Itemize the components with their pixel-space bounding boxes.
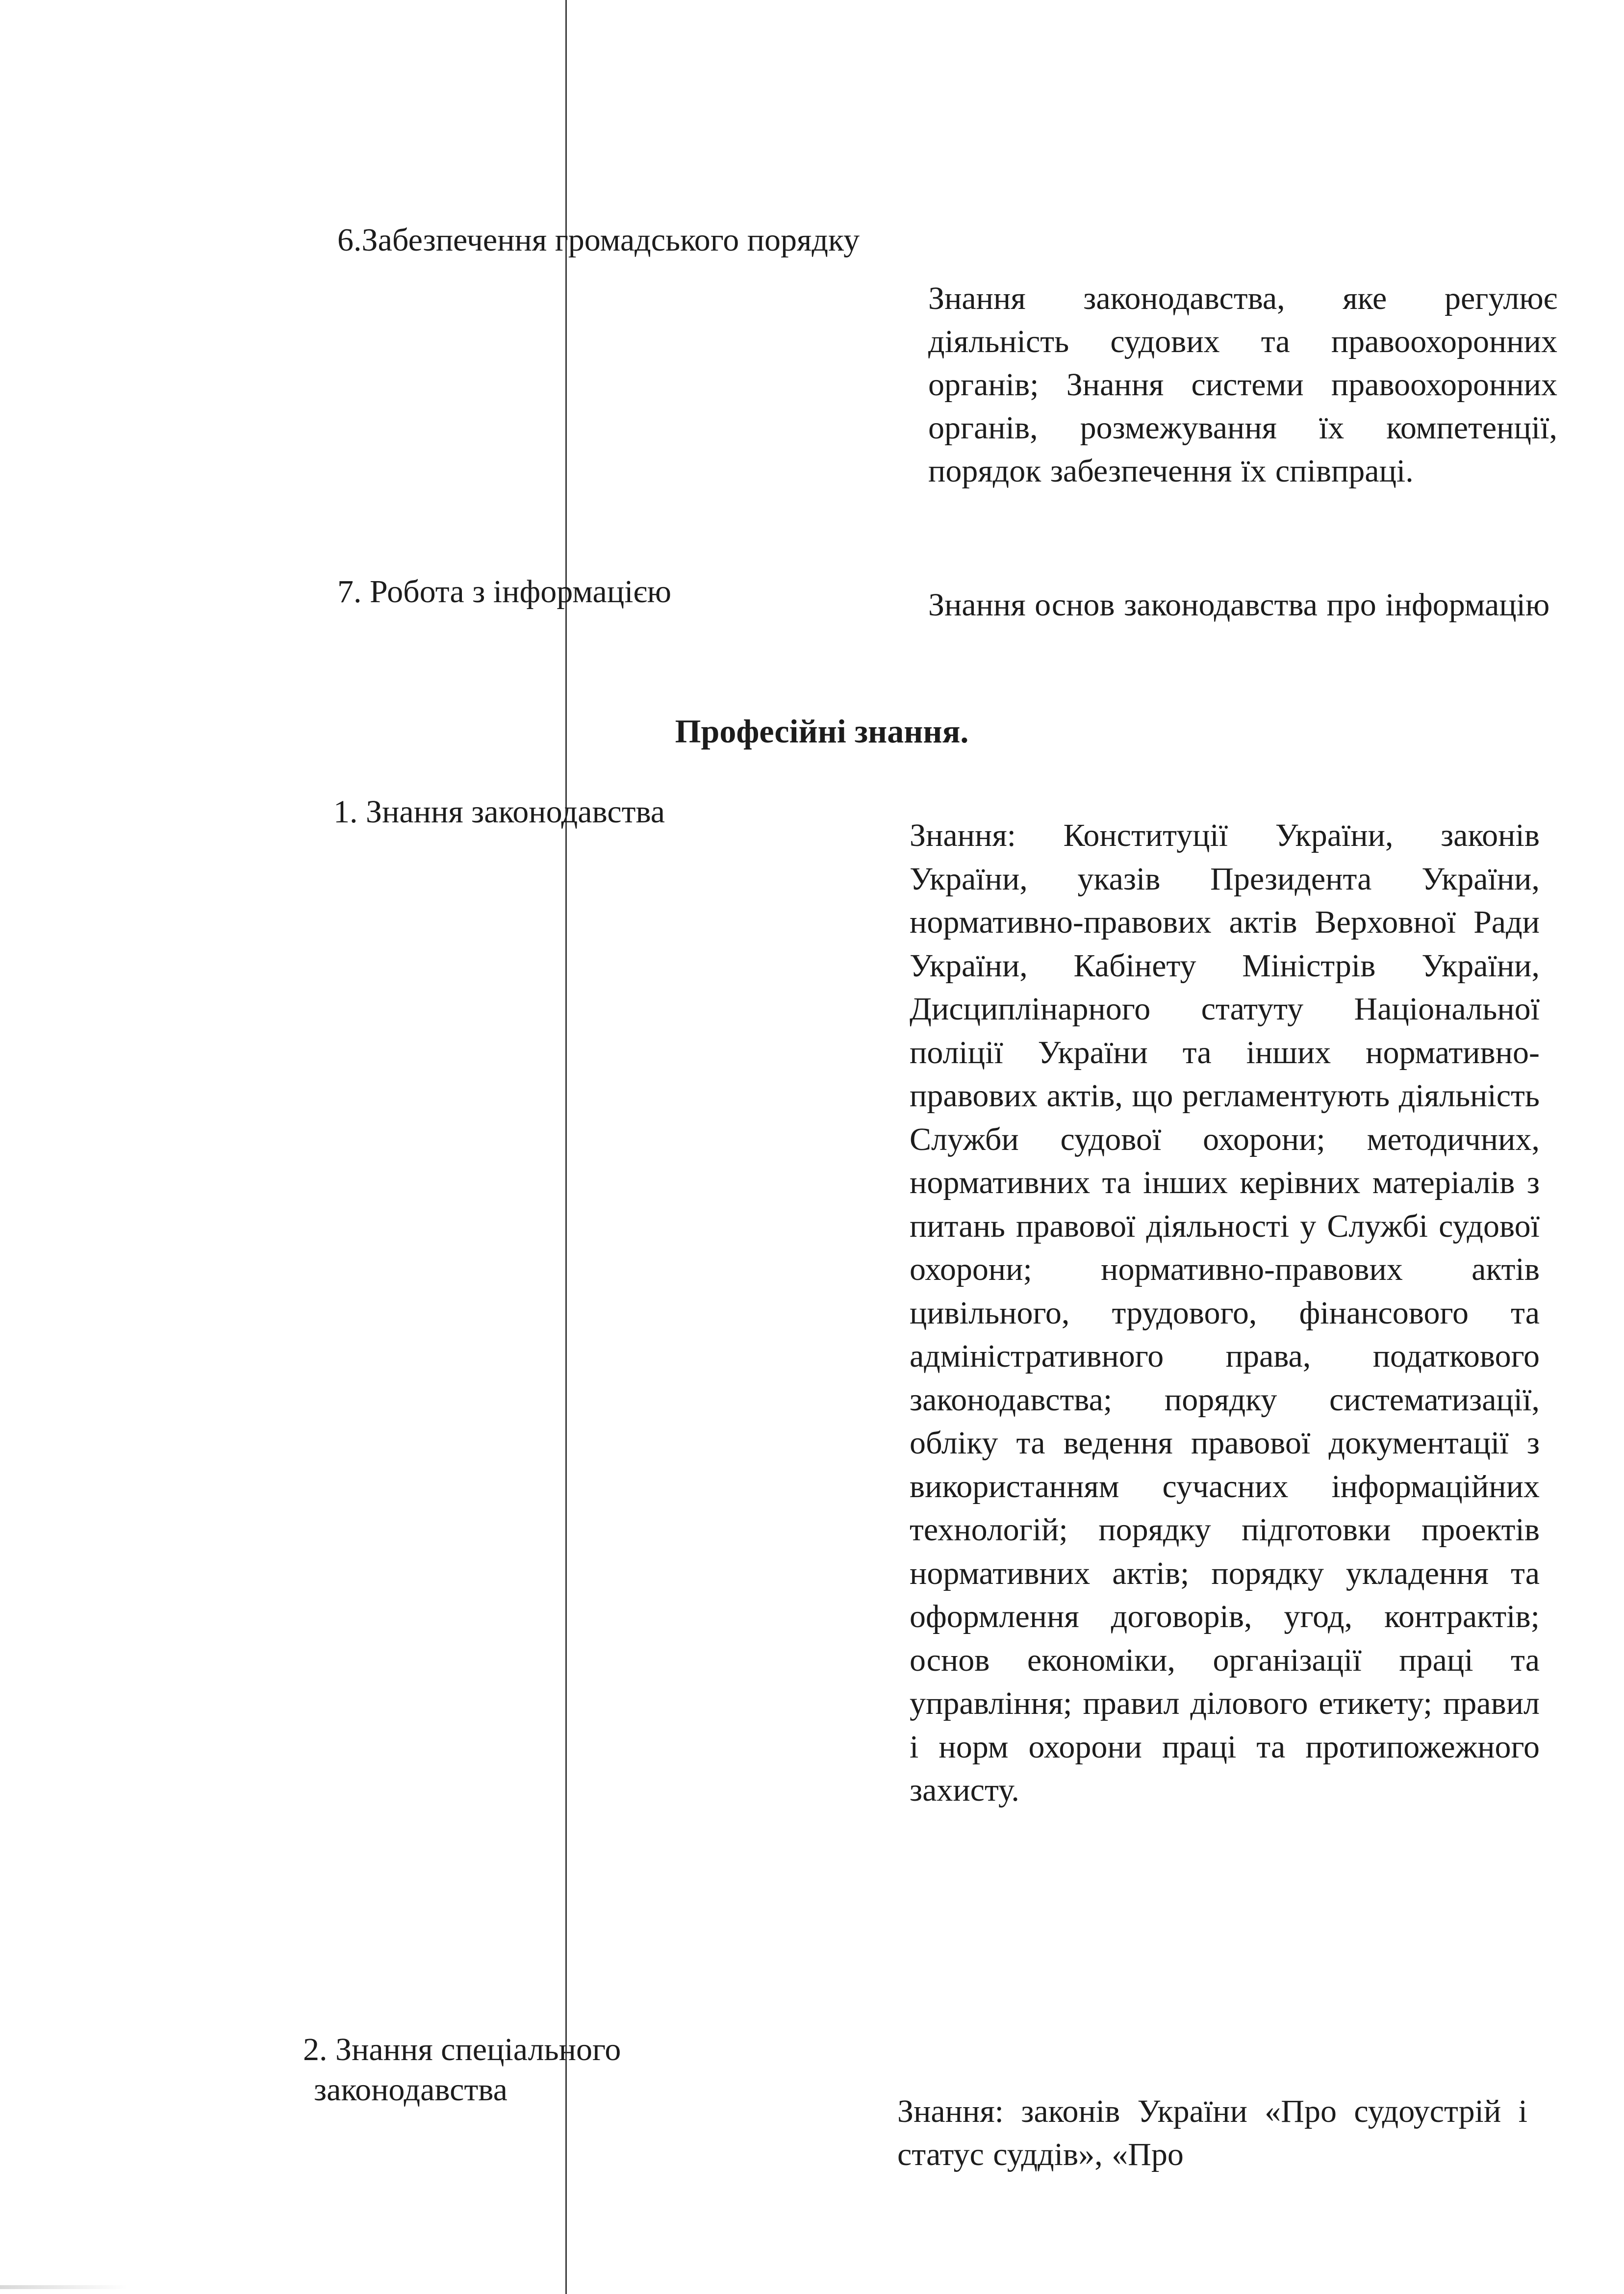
- item-7-label: 7. Робота з інформацією: [337, 574, 672, 610]
- professional-2-description: Знання: законів України «Про судоустрій і статус суддів», «Про: [897, 2093, 1527, 2172]
- professional-1-label: 1. Знання законодавства: [333, 794, 665, 830]
- scan-edge-mark: [0, 2285, 127, 2289]
- professional-2-label-line2: законодавства: [314, 2072, 508, 2108]
- section-heading: Професійні знання.: [675, 713, 969, 750]
- professional-2-label-line1: 2. Знання спеціального: [303, 2032, 621, 2067]
- item-6-label: 6.Забезпечення громадського порядку: [337, 222, 860, 258]
- item-6-description: Знання законодавства, яке регулює діяльність судових та правоохоронних органів; Знання системи правоохоронних органів, розмежування їх компетенції, порядок забезпечення їх співпраці.: [928, 280, 1557, 489]
- table-column-divider: [565, 0, 567, 2294]
- item-7-description: Знання основ законодавства про інформацію: [928, 587, 1550, 623]
- professional-1-description: Знання: Конституції України, законів України, указів Президента України, нормативно-правових актів Верховної Ради України, Кабінету Міністрів України, Дисциплінарного статуту Національної поліції України та інших нормативно-правових актів, що регламентують діяльність Служби судової охорони; методичних, нормативних та інших керівних матеріалів з питань правової діяльності у Службі судової охорони; нормативно-правових актів цивільного, трудового, фінансового та адміністративного права, податкового законодавства; порядку систематизації, обліку та ведення правової документації з використанням сучасних інформаційних технологій; порядку підготовки проектів нормативних актів; порядку укладення та оформлення договорів, угод, контрактів; основ економіки, організації праці та управління; правил ділового етикету; правил і норм охорони праці та протипожежного захисту.: [910, 817, 1540, 1808]
